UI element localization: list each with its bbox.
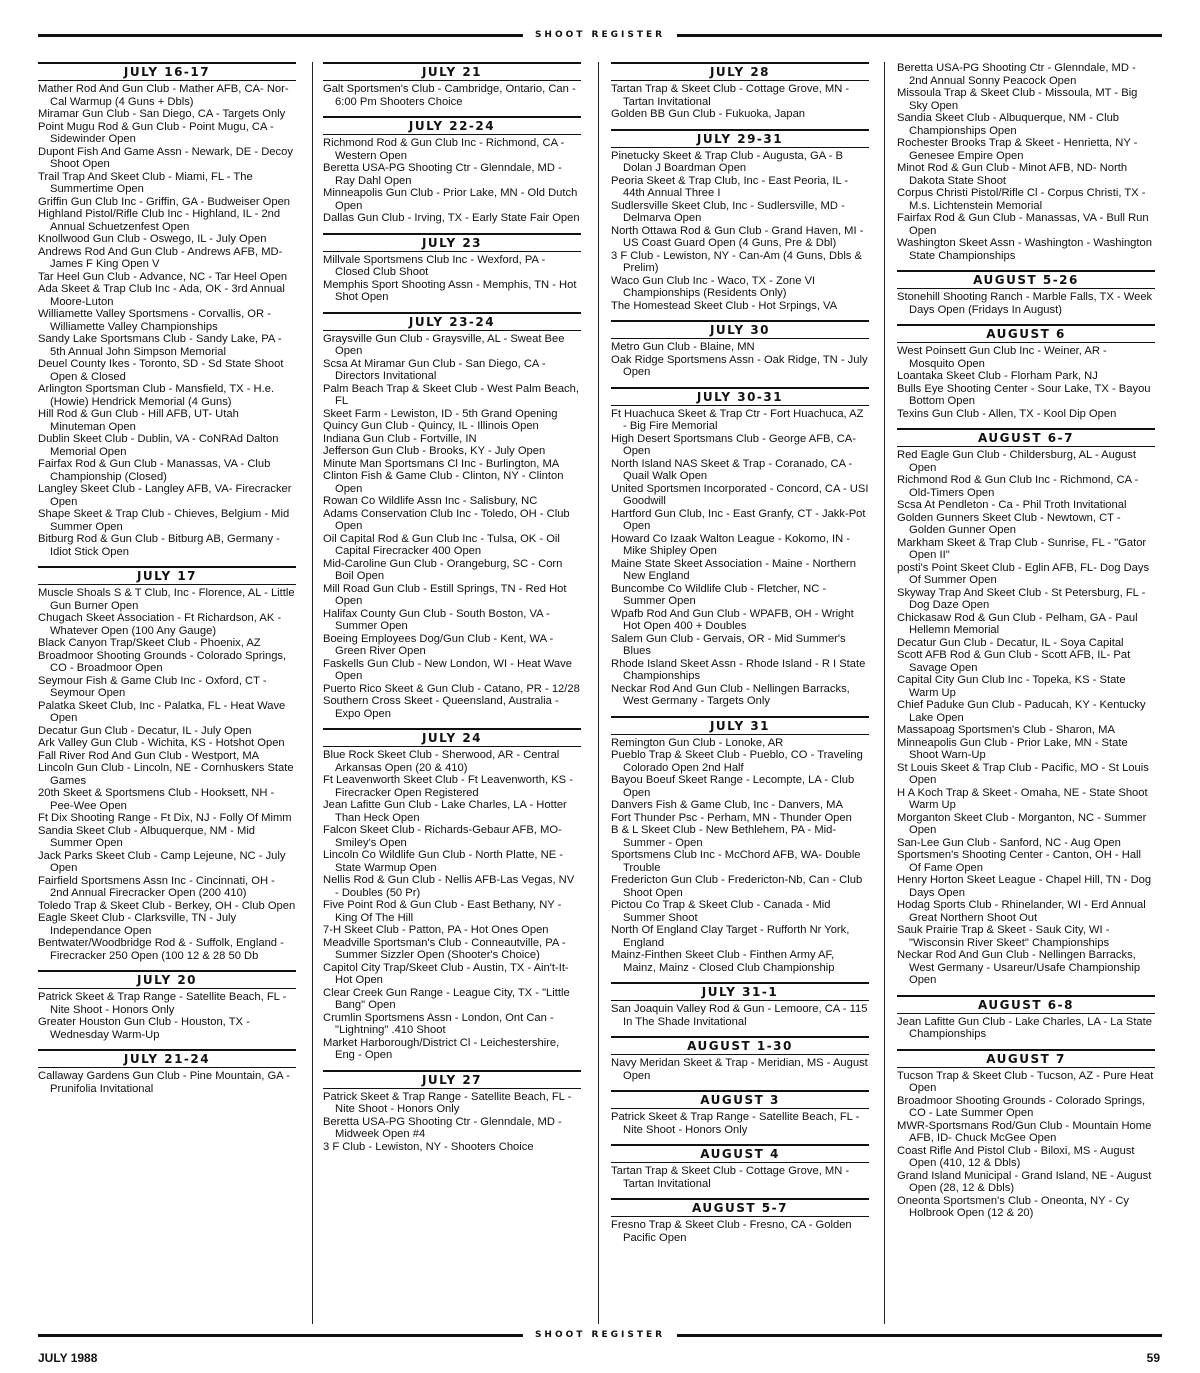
date-heading: AUGUST 5-7 (611, 1198, 869, 1217)
shoot-entry: Clear Creek Gun Range - League City, TX - "Little Bang" Open (323, 986, 570, 1011)
shoot-entry: Ft Leavenworth Skeet Club - Ft Leavenworth, KS - Firecracker Open Registered (323, 774, 573, 799)
shoot-entry: Point Mugu Rod & Gun Club - Point Mugu, CA - Sidewinder Open (38, 120, 274, 145)
shoot-entry: Langley Skeet Club - Langley AFB, VA- Firecracker Open (38, 483, 292, 508)
date-section (611, 129, 869, 313)
shoot-entry: Mather Rod And Gun Club - Mather AFB, CA- Nor-Cal Warmup (4 Guns + Dbls) (38, 83, 289, 108)
shoot-entry: MWR-Sportsmans Rod/Gun Club - Mountain Home AFB, ID- Chuck McGee Open (897, 1119, 1152, 1144)
column-2 (323, 62, 581, 1324)
shoot-entry: Ft Huachuca Skeet & Trap Ctr - Fort Huachuca, AZ - Big Fire Memorial (611, 407, 864, 432)
date-heading: JULY 22-24 (323, 116, 581, 135)
register-columns (38, 62, 1164, 1324)
date-heading: JULY 23-24 (323, 312, 581, 331)
shoot-entry: Grand Island Municipal - Grand Island, NE - August Open (28, 12 & Dbls) (897, 1169, 1152, 1194)
shoot-entry: Fairfield Sportsmens Assn Inc - Cincinnati, OH - 2nd Annual Firecracker Open (200 410) (38, 874, 275, 899)
shoot-entry: Sandia Skeet Club - Albuquerque, NM - Club Championships Open (897, 112, 1120, 137)
shoot-entry: Scsa At Miramar Gun Club - San Diego, CA - Directors Invitational (323, 357, 546, 382)
shoot-entry: North Island NAS Skeet & Trap - Coranado, CA - Quail Walk Open (611, 457, 853, 482)
date-section (323, 1070, 581, 1154)
date-section (611, 1036, 869, 1082)
footer-label: SHOOT REGISTER (523, 1330, 677, 1340)
shoot-entry: Minneapolis Gun Club - Prior Lake, MN - State Shoot Warn-Up (897, 736, 1128, 761)
shoot-entry: Adams Conservation Club Inc - Toledo, OH - Club Open (323, 507, 570, 532)
date-section (611, 387, 869, 708)
shoot-entry: Patrick Skeet & Trap Range - Satellite Beach, FL - Nite Shoot - Honors Only (611, 1111, 860, 1136)
date-section (611, 1090, 869, 1136)
shoot-entry: Bulls Eye Shooting Center - Sour Lake, TX - Bayou Bottom Open (897, 382, 1151, 407)
shoot-entry: Jean Lafitte Gun Club - Lake Charles, LA - La State Championships (897, 1015, 1152, 1040)
column-3 (611, 62, 869, 1324)
shoot-entry: Greater Houston Gun Club - Houston, TX - Wednesday Warm-Up (38, 1016, 250, 1041)
shoot-entry: Sandy Lake Sportsmans Club - Sandy Lake, PA - 5th Annual John Simpson Memorial (38, 333, 282, 358)
shoot-entry: Hartford Gun Club, Inc - East Granfy, CT - Jakk-Pot Open (611, 507, 866, 532)
shoot-entry: Sportsmens Club Inc - McChord AFB, WA- Double Trouble (611, 849, 861, 874)
shoot-entry: Washington Skeet Assn - Washington - Washington State Championships (897, 237, 1152, 262)
shoot-entry: Galt Sportsmen's Club - Cambridge, Ontario, Can - 6:00 Pm Shooters Choice (323, 83, 576, 108)
date-heading: JULY 31 (611, 716, 869, 735)
date-section (611, 320, 869, 379)
shoot-entry: Bentwater/Woodbridge Rod & - Suffolk, England - Firecracker 250 Open (100 12 & 28 50 Db (38, 937, 284, 962)
shoot-entry: Beretta USA-PG Shooting Ctr - Glenndale, MD - Midweek Open #4 (323, 1115, 562, 1140)
date-heading: JULY 23 (323, 233, 581, 252)
shoot-entry: Fairfax Rod & Gun Club - Manassas, VA - Bull Run Open (897, 212, 1149, 237)
shoot-entry: Blue Rock Skeet Club - Sherwood, AR - Central Arkansas Open (20 & 410) (323, 749, 560, 774)
shoot-entry: Mill Road Gun Club - Estill Springs, TN - Red Hot Open (323, 582, 567, 607)
date-heading: JULY 28 (611, 62, 869, 81)
shoot-entry: Henry Horton Skeet League - Chapel Hill, TN - Dog Days Open (897, 874, 1152, 899)
shoot-entry: Lincoln Co Wildlife Gun Club - North Platte, NE - State Warmup Open (323, 849, 564, 874)
shoot-entry: Oneonta Sportsmen's Club - Oneonta, NY - Cy Holbrook Open (12 & 20) (897, 1194, 1130, 1219)
shoot-entry: Salem Gun Club - Gervais, OR - Mid Summer's Blues (611, 632, 846, 657)
shoot-entry: Capitol City Trap/Skeet Club - Austin, TX - Ain't-It-Hot Open (323, 961, 569, 986)
shoot-entry: Callaway Gardens Gun Club - Pine Mountain, GA - Prunifolia Invitational (38, 1070, 290, 1095)
shoot-entry: Muscle Shoals S & T Club, Inc - Florence, AL - Little Gun Burner Open (38, 587, 295, 612)
page-number: 59 (1146, 1351, 1160, 1365)
shoot-entry: Peoria Skeet & Trap Club, Inc - East Peoria, IL - 44th Annual Three I (611, 174, 849, 199)
shoot-entry: Beretta USA-PG Shooting Ctr - Glenndale, MD - Ray Dahl Open (323, 162, 562, 187)
date-section (323, 312, 581, 721)
shoot-entry: Decatur Gun Club - Decatur, IL - July Open (38, 724, 252, 737)
shoot-entry: Rhode Island Skeet Assn - Rhode Island - R I State Championships (611, 657, 866, 682)
shoot-entry: Jean Lafitte Gun Club - Lake Charles, LA - Hotter Than Heck Open (323, 799, 567, 824)
issue-date: JULY 1988 (38, 1351, 98, 1365)
shoot-entry: Fredericton Gun Club - Fredericton-Nb, Can - Club Shoot Open (611, 874, 863, 899)
shoot-entry: Capital City Gun Club Inc - Topeka, KS - State Warm Up (897, 674, 1126, 699)
date-section (611, 62, 869, 121)
shoot-entry: Patrick Skeet & Trap Range - Satellite Beach, FL - Nite Shoot - Honors Only (38, 991, 287, 1016)
shoot-entry: Ark Valley Gun Club - Wichita, KS - Hotshot Open (38, 737, 285, 749)
shoot-entry: Knollwood Gun Club - Oswego, IL - July Open (38, 233, 267, 245)
date-heading: JULY 27 (323, 1070, 581, 1089)
shoot-entry: Rowan Co Wildlife Assn Inc - Salisbury, NC (323, 495, 538, 507)
date-section (897, 324, 1155, 420)
shoot-entry: Sportsmen's Shooting Center - Canton, OH - Hall Of Fame Open (897, 849, 1142, 874)
date-heading: AUGUST 4 (611, 1144, 869, 1163)
shoot-entry: Southern Cross Skeet - Queensland, Australia - Expo Open (323, 695, 559, 720)
shoot-entry: Oak Ridge Sportsmens Assn - Oak Ridge, TN - July Open (611, 353, 868, 378)
shoot-entry: Richmond Rod & Gun Club Inc - Richmond, CA - Western Open (323, 137, 565, 162)
column-divider (598, 62, 599, 1324)
shoot-entry: Fairfax Rod & Gun Club - Manassas, VA - Club Championship (Closed) (38, 458, 271, 483)
date-section (897, 62, 1155, 262)
shoot-entry: Red Eagle Gun Club - Childersburg, AL - August Open (897, 449, 1137, 474)
shoot-entry: Highland Pistol/Rifle Club Inc - Highland, IL - 2nd Annual Schuetzenfest Open (38, 208, 281, 233)
date-section (323, 116, 581, 225)
shoot-entry: Dupont Fish And Game Assn - Newark, DE - Decoy Shoot Open (38, 145, 293, 170)
shoot-entry: Tucson Trap & Skeet Club - Tucson, AZ - Pure Heat Open (897, 1069, 1154, 1094)
date-section (38, 566, 296, 962)
shoot-entry: Sauk Prairie Trap & Skeet - Sauk City, WI - "Wisconsin River Skeet" Championships (897, 924, 1110, 949)
date-heading: JULY 24 (323, 728, 581, 747)
date-heading: AUGUST 6-7 (897, 428, 1155, 447)
date-heading: AUGUST 5-26 (897, 270, 1155, 289)
shoot-entry: Rochester Brooks Trap & Skeet - Henrietta, NY - Genesee Empire Open (897, 137, 1138, 162)
shoot-entry: Patrick Skeet & Trap Range - Satellite Beach, FL - Nite Shoot - Honors Only (323, 1090, 572, 1115)
shoot-entry: Bayou Boeuf Skeet Range - Lecompte, LA - Club Open (611, 774, 855, 799)
date-heading: JULY 20 (38, 970, 296, 989)
shoot-entry: Toledo Trap & Skeet Club - Berkey, OH - Club Open (38, 899, 296, 912)
date-heading: JULY 30 (611, 320, 869, 339)
shoot-entry: San-Lee Gun Club - Sanford, NC - Aug Open (897, 836, 1121, 849)
shoot-entry: Minute Man Sportsmans Cl Inc - Burlington, MA (323, 457, 560, 470)
shoot-entry: Black Canyon Trap/Skeet Club - Phoenix, AZ (38, 637, 261, 649)
column-4 (897, 62, 1155, 1324)
date-section (611, 1144, 869, 1190)
shoot-entry: Pueblo Trap & Skeet Club - Pueblo, CO - Traveling Colorado Open 2nd Half (611, 749, 863, 774)
shoot-entry: Pinetucky Skeet & Trap Club - Augusta, GA - B Dolan J Boardman Open (611, 149, 843, 174)
shoot-entry: West Poinsett Gun Club Inc - Weiner, AR - Mosquito Open (897, 345, 1107, 370)
shoot-entry: Navy Meridan Skeet & Trap - Meridian, MS - August Open (611, 1057, 868, 1082)
shoot-entry: Maine State Skeet Association - Maine - Northern New England (611, 557, 856, 582)
shoot-entry: Scsa At Pendleton - Ca - Phil Troth Invitational (897, 499, 1127, 511)
shoot-entry: Tartan Trap & Skeet Club - Cottage Grove, MN - Tartan Invitational (611, 1165, 850, 1190)
shoot-entry: Arlington Sportsman Club - Mansfield, TX - H.e. (Howie) Hendrick Memorial (4 Guns) (38, 383, 275, 408)
shoot-entry: Richmond Rod & Gun Club Inc - Richmond, CA - Old-Timers Open (897, 474, 1139, 499)
date-heading: AUGUST 3 (611, 1090, 869, 1109)
shoot-entry: Griffin Gun Club Inc - Griffin, GA - Budweiser Open (38, 195, 291, 208)
date-section (38, 1049, 296, 1095)
column-1 (38, 62, 296, 1324)
header-label: SHOOT REGISTER (523, 30, 677, 40)
shoot-entry: Sandia Skeet Club - Albuquerque, NM - Mid Summer Open (38, 824, 256, 849)
shoot-entry: Ft Dix Shooting Range - Ft Dix, NJ - Folly Of Mimm (38, 812, 292, 824)
shoot-entry: Broadmoor Shooting Grounds - Colorado Springs, CO - Late Summer Open (897, 1094, 1146, 1119)
shoot-entry: Morganton Skeet Club - Morganton, NC - Summer Open (897, 811, 1147, 836)
shoot-entry: Dublin Skeet Club - Dublin, VA - CoNRAd Dalton Memorial Open (38, 433, 279, 458)
shoot-entry: Skyway Trap And Skeet Club - St Petersburg, FL - Dog Daze Open (897, 586, 1146, 611)
shoot-entry: Memphis Sport Shooting Assn - Memphis, TN - Hot Shot Open (323, 278, 577, 303)
shoot-entry: High Desert Sportsmans Club - George AFB, CA- Open (611, 432, 856, 457)
shoot-entry: Eagle Skeet Club - Clarksville, TN - July Independance Open (38, 912, 237, 937)
shoot-entry: Boeing Employees Dog/Gun Club - Kent, WA - Green River Open (323, 632, 554, 657)
date-section (323, 62, 581, 108)
shoot-entry: North Ottawa Rod & Gun Club - Grand Haven, MI - US Coast Guard Open (4 Guns, Pre & Dbl) (611, 224, 864, 249)
shoot-entry: Wpafb Rod And Gun Club - WPAFB, OH - Wright Hot Open 400 + Doubles (611, 607, 854, 632)
shoot-entry: Palm Beach Trap & Skeet Club - West Palm Beach, FL (323, 382, 579, 407)
shoot-entry: Falcon Skeet Club - Richards-Gebaur AFB, MO- Smiley's Open (323, 824, 562, 849)
shoot-entry: Fresno Trap & Skeet Club - Fresno, CA - Golden Pacific Open (611, 1219, 852, 1244)
shoot-entry: Tar Heel Gun Club - Advance, NC - Tar Heel Open (38, 270, 288, 283)
date-heading: JULY 16-17 (38, 62, 296, 81)
shoot-entry: Chickasaw Rod & Gun Club - Pelham, GA - Paul Hellemn Memorial (897, 611, 1138, 636)
shoot-entry: Corpus Christi Pistol/Rifle Cl - Corpus Christi, TX - M.s. Lichtenstein Memorial (897, 187, 1146, 212)
date-section (611, 1198, 869, 1244)
shoot-entry: Mainz-Finthen Skeet Club - Finthen Army AF, Mainz, Mainz - Closed Club Championship (611, 949, 835, 974)
shoot-entry: Fort Thunder Psc - Perham, MN - Thunder Open (611, 811, 852, 824)
shoot-entry: Market Harborough/District Cl - Leichestershire, Eng - Open (323, 1036, 560, 1061)
date-heading: JULY 29-31 (611, 129, 869, 148)
shoot-entry: Shape Skeet & Trap Club - Chieves, Belgium - Mid Summer Open (38, 508, 290, 533)
shoot-entry: Dallas Gun Club - Irving, TX - Early State Fair Open (323, 212, 580, 224)
shoot-entry: Trail Trap And Skeet Club - Miami, FL - The Summertime Open (38, 170, 253, 195)
shoot-entry: Oil Capital Rod & Gun Club Inc - Tulsa, OK - Oil Capital Firecracker 400 Open (323, 532, 560, 557)
shoot-entry: Millvale Sportsmens Club Inc - Wexford, PA - Closed Club Shoot (323, 253, 546, 278)
shoot-entry: Loantaka Skeet Club - Florham Park, NJ (897, 370, 1098, 382)
date-heading: JULY 21-24 (38, 1049, 296, 1068)
shoot-entry: Indiana Gun Club - Fortville, IN (323, 432, 477, 445)
shoot-entry: Graysville Gun Club - Graysville, AL - Sweat Bee Open (323, 332, 565, 357)
shoot-entry: Sudlersville Skeet Club, Inc - Sudlersville, MD - Delmarva Open (611, 199, 845, 224)
shoot-entry: Tartan Trap & Skeet Club - Cottage Grove, MN - Tartan Invitational (611, 83, 850, 108)
shoot-entry: Chief Paduke Gun Club - Paducah, KY - Kentucky Lake Open (897, 699, 1146, 724)
shoot-entry: Miramar Gun Club - San Diego, CA - Targets Only (38, 108, 286, 120)
shoot-entry: Danvers Fish & Game Club, Inc - Danvers, MA (611, 799, 843, 811)
shoot-entry: Clinton Fish & Game Club - Clinton, NY - Clinton Open (323, 470, 564, 495)
shoot-entry: Quincy Gun Club - Quincy, IL - Illinois Open (323, 420, 539, 432)
shoot-entry: Metro Gun Club - Blaine, MN (611, 341, 755, 353)
date-section (897, 428, 1155, 987)
shoot-entry: Deuel County Ikes - Toronto, SD - Sd State Shoot Open & Closed (38, 358, 284, 383)
date-heading: JULY 17 (38, 566, 296, 585)
date-section (323, 728, 581, 1062)
shoot-entry: Seymour Fish & Game Club Inc - Oxford, CT - Seymour Open (38, 674, 267, 699)
date-section (897, 1049, 1155, 1220)
shoot-entry: United Sportsmen Incorporated - Concord, CA - USI Goodwill (611, 482, 869, 507)
date-heading: AUGUST 6-8 (897, 995, 1155, 1014)
date-section (611, 982, 869, 1028)
shoot-entry: Halifax County Gun Club - South Boston, VA - Summer Open (323, 607, 550, 632)
shoot-entry: Bitburg Rod & Gun Club - Bitburg AB, Germany - Idiot Stick Open (38, 533, 280, 558)
shoot-entry: Scott AFB Rod & Gun Club - Scott AFB, IL- Pat Savage Open (897, 649, 1131, 674)
shoot-entry: Palatka Skeet Club, Inc - Palatka, FL - Heat Wave Open (38, 699, 286, 724)
shoot-entry: Neckar Rod And Gun Club - Nellingen Barracks, West Germany - Usareur/Usafe Championship Open (897, 949, 1141, 986)
column-divider (312, 62, 313, 1324)
shoot-entry: Hill Rod & Gun Club - Hill AFB, UT- Utah Minuteman Open (38, 408, 239, 433)
shoot-entry: Jefferson Gun Club - Brooks, KY - July Open (323, 445, 546, 457)
shoot-entry: Skeet Farm - Lewiston, ID - 5th Grand Opening (323, 407, 558, 420)
shoot-entry: San Joaquin Valley Rod & Gun - Lemoore, CA - 115 In The Shade Invitational (611, 1003, 868, 1028)
shoot-entry: Howard Co Izaak Walton League - Kokomo, IN - Mike Shipley Open (611, 532, 850, 557)
shoot-entry: 3 F Club - Lewiston, NY - Shooters Choice (323, 1140, 534, 1153)
shoot-entry: H A Koch Trap & Skeet - Omaha, NE - State Shoot Warm Up (897, 786, 1148, 811)
shoot-entry: Nellis Rod & Gun Club - Nellis AFB-Las Vegas, NV - Doubles (50 Pr) (323, 874, 575, 899)
shoot-entry: Broadmoor Shooting Grounds - Colorado Springs, CO - Broadmoor Open (38, 649, 287, 674)
shoot-entry: 20th Skeet & Sportsmens Club - Hooksett, NH - Pee-Wee Open (38, 787, 275, 812)
shoot-entry: Stonehill Shooting Ranch - Marble Falls, TX - Week Days Open (Fridays In August) (897, 291, 1153, 316)
shoot-entry: Meadville Sportsman's Club - Conneautville, PA - Summer Sizzler Open (Shooter's Choice) (323, 936, 566, 961)
shoot-entry: Five Point Rod & Gun Club - East Bethany, NY - King Of The Hill (323, 899, 562, 924)
shoot-entry: Neckar Rod And Gun Club - Nellingen Barracks, West Germany - Targets Only (611, 682, 850, 707)
shoot-entry: Minot Rod & Gun Club - Minot AFB, ND- North Dakota State Shoot (897, 162, 1128, 187)
date-heading: AUGUST 7 (897, 1049, 1155, 1068)
date-section (897, 270, 1155, 316)
shoot-entry: Beretta USA-PG Shooting Ctr - Glenndale, MD - 2nd Annual Sonny Peacock Open (897, 62, 1136, 87)
shoot-entry: Decatur Gun Club - Decatur, IL - Soya Capital (897, 636, 1124, 649)
date-heading: JULY 31-1 (611, 982, 869, 1001)
date-heading: JULY 21 (323, 62, 581, 81)
shoot-entry: B & L Skeet Club - New Bethlehem, PA - Mid-Summer - Open (611, 824, 837, 849)
shoot-entry: St Louis Skeet & Trap Club - Pacific, MO - St Louis Open (897, 761, 1149, 786)
date-heading: AUGUST 1-30 (611, 1036, 869, 1055)
shoot-entry: Minneapolis Gun Club - Prior Lake, MN - Old Dutch Open (323, 187, 578, 212)
shoot-entry: Chugach Skeet Association - Ft Richardson, AK - Whatever Open (100 Any Gauge) (38, 612, 282, 637)
shoot-entry: Waco Gun Club Inc - Waco, TX - Zone VI Championships (Residents Only) (611, 274, 816, 299)
shoot-entry: Jack Parks Skeet Club - Camp Lejeune, NC - July Open (38, 849, 286, 874)
date-section (38, 62, 296, 558)
shoot-entry: Missoula Trap & Skeet Club - Missoula, MT - Big Sky Open (897, 87, 1138, 112)
shoot-entry: Williamette Valley Sportsmens - Corvallis, OR - Williamette Valley Championships (38, 308, 271, 333)
shoot-entry: Texins Gun Club - Allen, TX - Kool Dip Open (897, 407, 1117, 420)
date-section (611, 716, 869, 975)
shoot-entry: posti's Point Skeet Club - Eglin AFB, FL- Dog Days Of Summer Open (897, 561, 1150, 586)
shoot-entry: Faskells Gun Club - New London, WI - Heat Wave Open (323, 657, 572, 682)
shoot-entry: Fall River Rod And Gun Club - Westport, MA (38, 749, 260, 762)
shoot-entry: Ada Skeet & Trap Club Inc - Ada, OK - 3rd Annual Moore-Luton (38, 283, 285, 308)
shoot-entry: 3 F Club - Lewiston, NY - Can-Am (4 Guns, Dbls & Prelim) (611, 249, 862, 274)
shoot-entry: Hodag Sports Club - Rhinelander, WI - Erd Annual Great Northern Shoot Out (897, 899, 1146, 924)
shoot-entry: Golden Gunners Skeet Club - Newtown, CT - Golden Gunner Open (897, 511, 1121, 536)
date-heading: JULY 30-31 (611, 387, 869, 406)
shoot-entry: Puerto Rico Skeet & Gun Club - Catano, PR - 12/28 (323, 682, 580, 695)
shoot-entry: Markham Skeet & Trap Club - Sunrise, FL - "Gator Open II" (897, 536, 1147, 561)
shoot-entry: Pictou Co Trap & Skeet Club - Canada - Mid Summer Shoot (611, 899, 831, 924)
shoot-entry: Buncombe Co Wildlife Club - Fletcher, NC - Summer Open (611, 582, 827, 607)
shoot-entry: Andrews Rod And Gun Club - Andrews AFB, MD- James F King Open V (38, 245, 283, 270)
shoot-entry: Coast Rifle And Pistol Club - Biloxi, MS - August Open (410, 12 & Dbls) (897, 1144, 1135, 1169)
shoot-entry: Mid-Caroline Gun Club - Orangeburg, SC - Corn Boil Open (323, 557, 563, 582)
shoot-entry: 7-H Skeet Club - Patton, PA - Hot Ones Open (323, 924, 549, 936)
shoot-entry: The Homestead Skeet Club - Hot Srpings, VA (611, 299, 838, 312)
date-section (323, 233, 581, 304)
column-divider (884, 62, 885, 1324)
shoot-entry: Lincoln Gun Club - Lincoln, NE - Cornhuskers State Games (38, 762, 294, 787)
shoot-entry: Remington Gun Club - Lonoke, AR (611, 736, 784, 749)
shoot-entry: North Of England Clay Target - Rufforth Nr York, England (611, 924, 850, 949)
date-heading: AUGUST 6 (897, 324, 1155, 343)
date-section (38, 970, 296, 1041)
date-section (897, 995, 1155, 1041)
shoot-entry: Golden BB Gun Club - Fukuoka, Japan (611, 108, 806, 120)
shoot-entry: Massapoag Sportsmen's Club - Sharon, MA (897, 724, 1115, 736)
shoot-entry: Crumlin Sportsmens Assn - London, Ont Can - "Lightning" .410 Shoot (323, 1011, 554, 1036)
